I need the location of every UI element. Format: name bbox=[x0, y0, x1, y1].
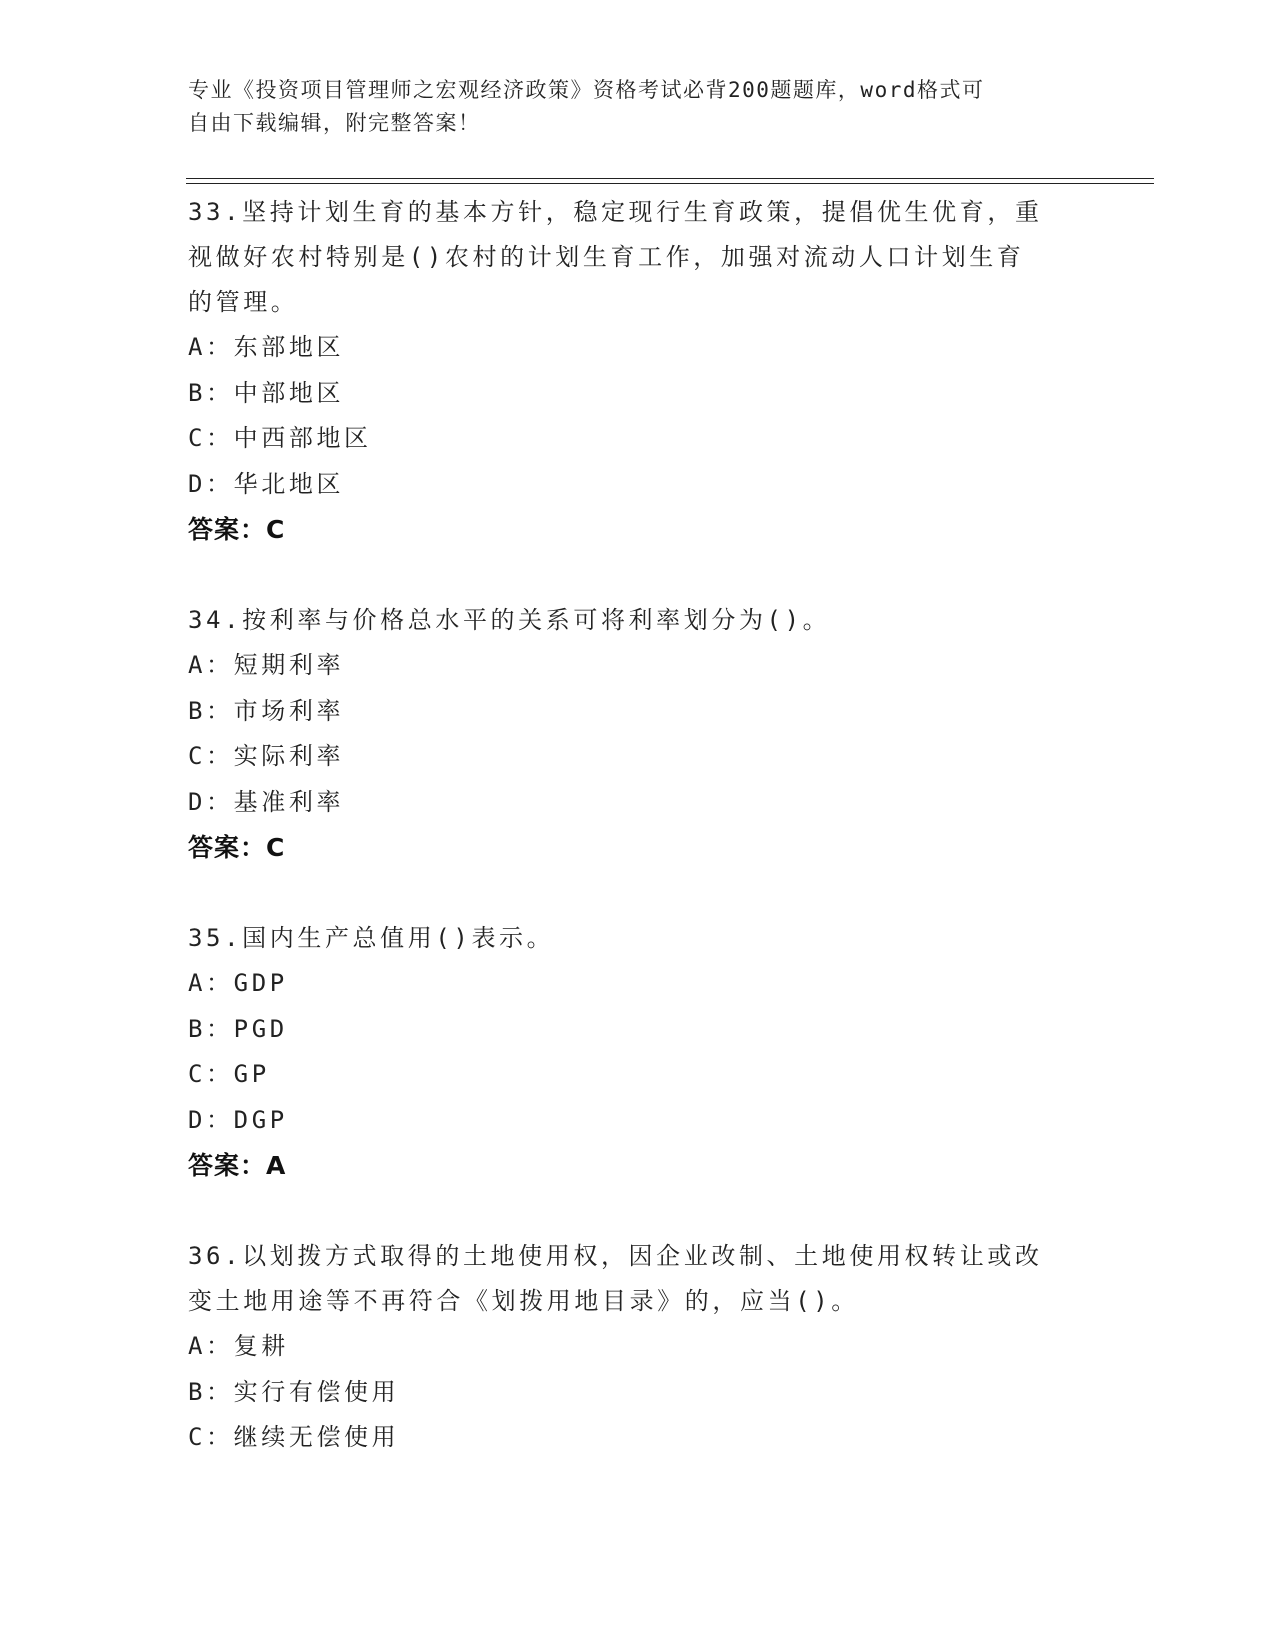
header-line-2: 自由下载编辑，附完整答案！ bbox=[188, 111, 481, 135]
option-a: A：复耕 bbox=[188, 1332, 289, 1360]
question-stem-line: 35.国内生产总值用()表示。 bbox=[188, 924, 555, 952]
header-line-1: 专业《投资项目管理师之宏观经济政策》资格考试必背200题题库，word格式可 bbox=[188, 78, 985, 102]
answer-label: 答案：A bbox=[188, 1151, 287, 1180]
question-stem-line: 36.以划拨方式取得的土地使用权，因企业改制、土地使用权转让或改 bbox=[188, 1242, 1043, 1270]
answer-label: 答案：C bbox=[188, 833, 286, 862]
option-d: D：华北地区 bbox=[188, 469, 345, 498]
option-a: A：短期利率 bbox=[188, 651, 345, 679]
option-b: B：市场利率 bbox=[188, 696, 345, 725]
option-c: C：继续无偿使用 bbox=[188, 1423, 400, 1451]
option-c: C：中西部地区 bbox=[188, 424, 372, 452]
option-b: B：PGD bbox=[188, 1014, 288, 1043]
question-stem-line: 34.按利率与价格总水平的关系可将利率划分为()。 bbox=[188, 606, 831, 634]
header-divider-bottom bbox=[186, 183, 1154, 184]
question-stem-line: 变土地用途等不再符合《划拨用地目录》的，应当()。 bbox=[188, 1287, 859, 1315]
question-34 bbox=[188, 598, 1088, 870]
question-stem-line: 33.坚持计划生育的基本方针，稳定现行生育政策，提倡优生优育，重 bbox=[188, 198, 1043, 226]
option-d: D：DGP bbox=[188, 1105, 288, 1134]
option-c: C：GP bbox=[188, 1060, 270, 1088]
question-36 bbox=[188, 1234, 1088, 1461]
option-a: A：GDP bbox=[188, 969, 288, 997]
option-b: B：中部地区 bbox=[188, 378, 345, 407]
document-header bbox=[188, 74, 1068, 140]
question-33 bbox=[188, 190, 1088, 552]
option-c: C：实际利率 bbox=[188, 742, 345, 770]
header-divider-top bbox=[186, 178, 1154, 179]
option-a: A：东部地区 bbox=[188, 333, 345, 361]
option-b: B：实行有偿使用 bbox=[188, 1377, 400, 1406]
question-stem-line: 的管理。 bbox=[188, 288, 299, 316]
question-stem-line: 视做好农村特别是()农村的计划生育工作，加强对流动人口计划生育 bbox=[188, 243, 1025, 271]
question-list bbox=[188, 190, 1088, 1507]
answer-label: 答案：C bbox=[188, 515, 286, 544]
option-d: D：基准利率 bbox=[188, 787, 345, 816]
question-35 bbox=[188, 916, 1088, 1188]
